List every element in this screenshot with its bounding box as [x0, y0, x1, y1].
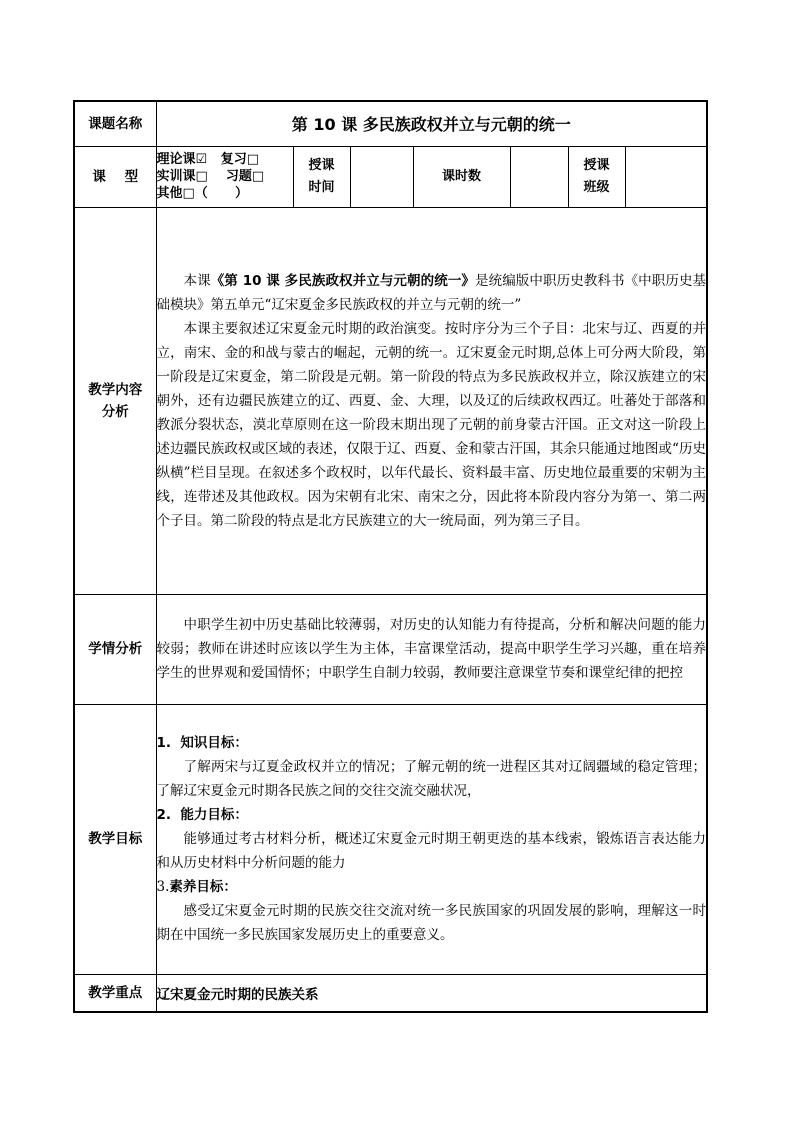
lesson-title: 第 10 课 多民族政权并立与元朝的统一 [156, 101, 707, 146]
class-value [625, 146, 707, 207]
learner-analysis-row [74, 594, 707, 704]
lesson-type-options [156, 146, 293, 207]
type-row [74, 146, 707, 207]
objectives-label: 教学目标 [74, 704, 156, 974]
objectives-row [74, 704, 707, 974]
content-analysis-label: 教学内容分析 [74, 207, 156, 594]
key-points-label: 教学重点 [74, 974, 156, 1012]
content-analysis-text [156, 207, 707, 594]
objectives-text [156, 704, 707, 974]
teach-time-value [350, 146, 413, 207]
periods-value [510, 146, 568, 207]
key-points-text: 辽宋夏金元时期的民族关系 [156, 974, 707, 1012]
literacy-objective-heading: 3.素养目标： [156, 879, 237, 895]
knowledge-objective-heading: 1. 知识目标： [156, 735, 248, 751]
content-analysis-paragraph-1: 本课《第 10 课 多民族政权并立与元朝的统一》是统编版中职历史教科书《中职历史基础模块》第五单元“辽宋夏金多民族政权的并立与元朝的统一” [156, 272, 707, 313]
type-option-line-1: 理论课☑ 复习□ [156, 152, 260, 167]
learner-analysis-label: 学情分析 [74, 594, 156, 704]
teach-time-label: 授课时间 [293, 146, 350, 207]
ability-objective: 能够通过考古材料分析，概述辽宋夏金元时期王朝更迭的基本线索，锻炼语言表达能力和从历史材料中分析问题的能力 [156, 831, 707, 871]
lesson-plan-table [73, 100, 708, 1013]
literacy-objective: 感受辽宋夏金元时期的民族交往交流对统一多民族国家的巩固发展的影响，理解这一时期在中国统一多民族国家发展历史上的重要意义。 [156, 903, 707, 943]
learner-analysis-text: 中职学生初中历史基础比较薄弱，对历史的认知能力有待提高，分析和解决问题的能力较弱；教师在讲述时应该以学生为主体，丰富课堂活动，提高中职学生学习兴趣，重在培养学生的世界观和爱国情怀；中职学生自制力较弱，教师要注意课堂节奏和课堂纪律的把控 [156, 594, 707, 704]
content-analysis-paragraph-2: 本课主要叙述辽宋夏金元时期的政治演变。按时序分为三个子目：北宋与辽、西夏的并立，南宋、金的和战与蒙古的崛起，元朝的统一。辽宋夏金元时期,总体上可分两大阶段，第一阶段是辽宋夏金，第二阶段是元朝。第一阶段的特点为多民族政权并立，除汉族建立的宋朝外，还有边疆民族建立的辽、西夏、金、大理，以及辽的后续政权西辽。吐蕃处于部落和教派分裂状态，漠北草原则在这一阶段末期出现了元朝的前身蒙古汗国。正文对这一阶段上述边疆民族政权或区域的表述，仅限于辽、西夏、金和蒙古汗国，其余只能通过地图或“历史纵横”栏目呈现。在叙述多个政权时，以年代最长、资料最丰富、历史地位最重要的宋朝为主线，连带述及其他政权。因为宋朝有北宋、南宋之分，因此将本阶段内容分为第一、第二两个子目。第二阶段的特点是北方民族建立的大一统局面，列为第三子目。 [156, 320, 707, 529]
key-points-row [74, 974, 707, 1012]
ability-objective-heading: 2. 能力目标： [156, 807, 248, 823]
class-label: 授课班级 [568, 146, 625, 207]
title-row [74, 101, 707, 146]
type-label: 课 型 [74, 146, 156, 207]
type-option-line-2: 实训课□ 习题□ [156, 169, 265, 184]
title-label: 课题名称 [74, 101, 156, 146]
knowledge-objective: 了解两宋与辽夏金政权并立的情况；了解元朝的统一进程区其对辽阔疆域的稳定管理；了解辽宋夏金元时期各民族之间的交往交流交融状况， [156, 759, 707, 799]
type-option-line-3: 其他□（ ） [156, 186, 248, 201]
periods-label: 课时数 [413, 146, 510, 207]
content-analysis-row [74, 207, 707, 594]
